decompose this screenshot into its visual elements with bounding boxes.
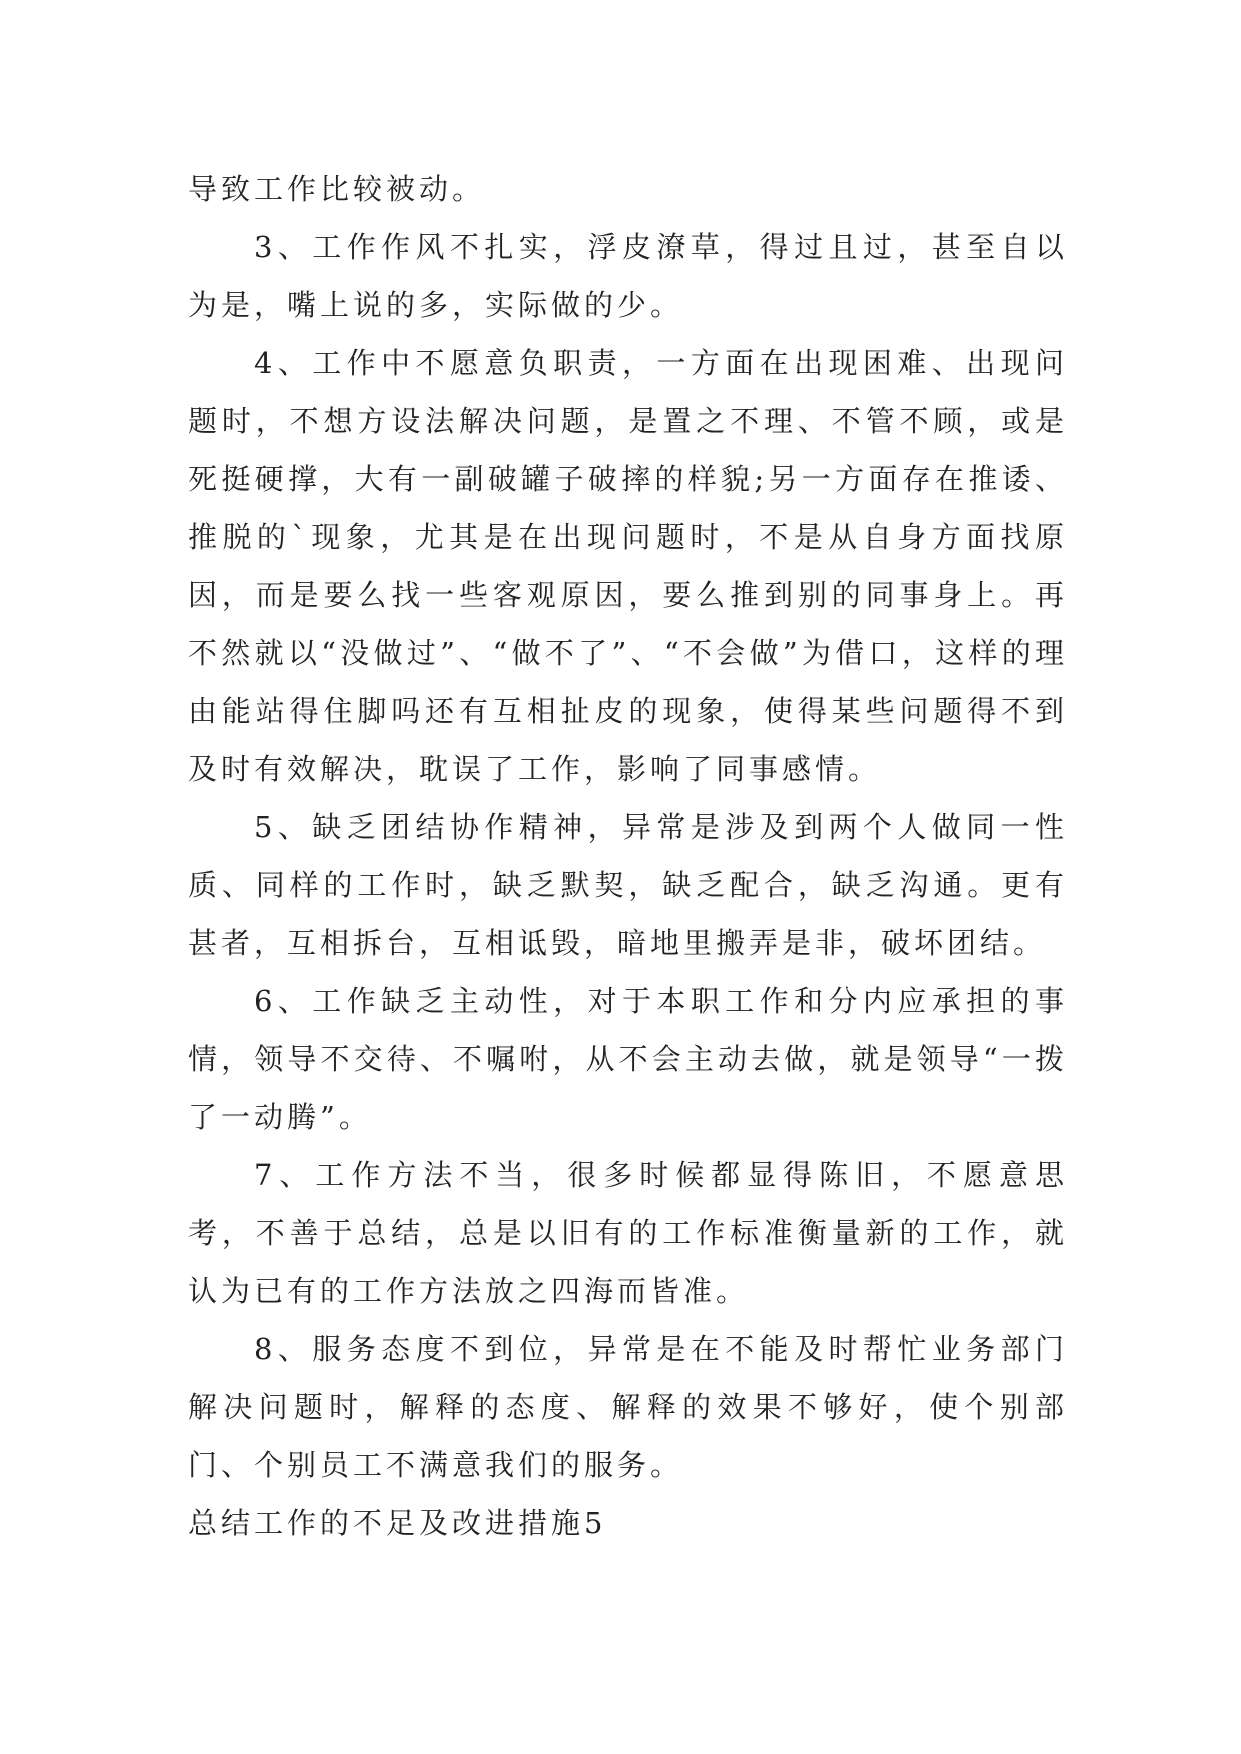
section-heading: 总结工作的不足及改进措施5: [188, 1506, 607, 1540]
paragraph-item-6: 6、工作缺乏主动性，对于本职工作和分内应承担的事情，领导不交待、不嘱咐，从不会主动去做，就是领导“一拨了一动腾”。: [188, 984, 1068, 1134]
document-body: [188, 160, 1068, 1552]
paragraph-item-7: 7、工作方法不当，很多时候都显得陈旧，不愿意思考，不善于总结，总是以旧有的工作标准衡量新的工作，就认为已有的工作方法放之四海而皆准。: [188, 1158, 1068, 1308]
paragraph-item-3: 3、工作作风不扎实，浮皮潦草，得过且过，甚至自以为是，嘴上说的多，实际做的少。: [188, 230, 1068, 322]
paragraph-item-8: 8、服务态度不到位，异常是在不能及时帮忙业务部门解决问题时，解释的态度、解释的效果不够好，使个别部门、个别员工不满意我们的服务。: [188, 1332, 1068, 1482]
paragraph-1: 导致工作比较被动。: [188, 172, 486, 206]
paragraph-item-5: 5、缺乏团结协作精神，异常是涉及到两个人做同一性质、同样的工作时，缺乏默契，缺乏配合，缺乏沟通。更有甚者，互相拆台，互相诋毁，暗地里搬弄是非，破坏团结。: [188, 810, 1068, 960]
paragraph-item-4: 4、工作中不愿意负职责，一方面在出现困难、出现问题时，不想方设法解决问题，是置之不理、不管不顾，或是死挺硬撑，大有一副破罐子破摔的样貌;另一方面存在推诿、推脱的`现象，尤其是在出现问题时，不是从自身方面找原因，而是要么找一些客观原因，要么推到别的同事身上。再不然就以“没做过”、“做不了”、“不会做”为借口，这样的理由能站得住脚吗还有互相扯皮的现象，使得某些问题得不到及时有效解决，耽误了工作，影响了同事感情。: [188, 346, 1068, 786]
